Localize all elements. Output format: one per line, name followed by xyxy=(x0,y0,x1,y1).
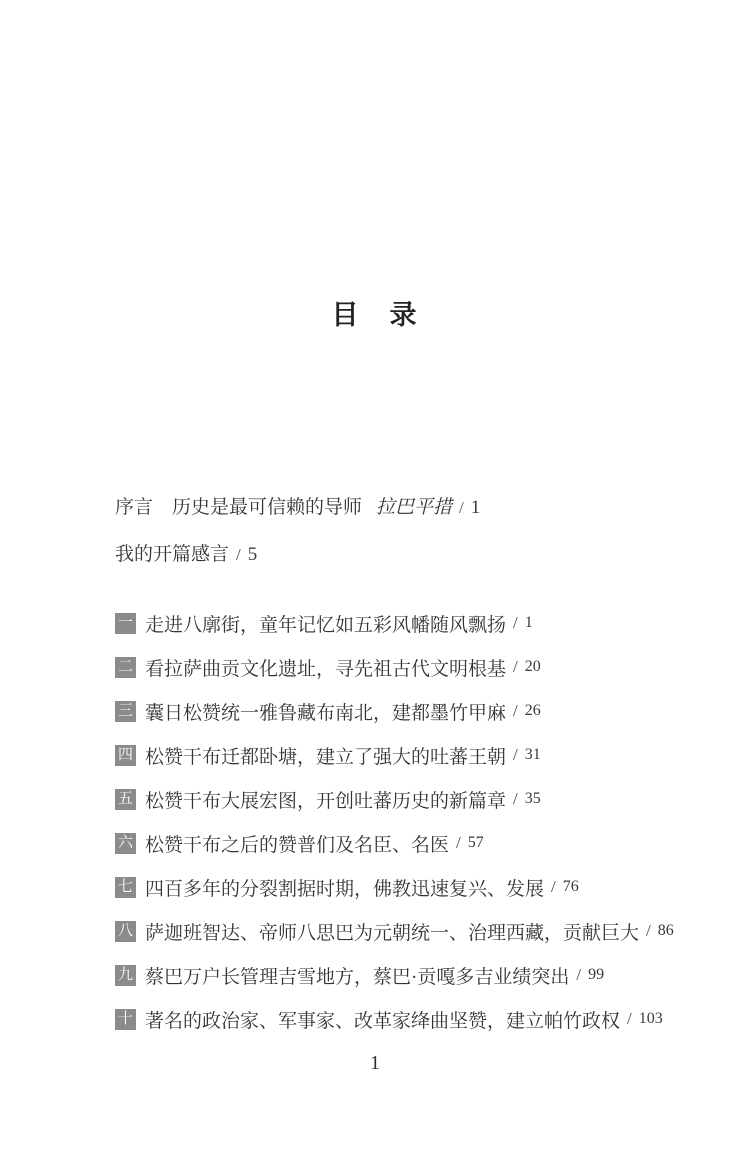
preface-entry-foreword xyxy=(115,492,480,519)
chapter-page-number: 99 xyxy=(588,966,605,983)
chapter-number-badge: 三 xyxy=(115,701,136,722)
chapter-title: 蔡巴万户长管理吉雪地方，蔡巴·贡嘎多吉业绩突出 xyxy=(145,966,570,988)
chapter-page-number: 20 xyxy=(524,658,541,675)
page-separator: / xyxy=(513,613,518,632)
chapter-number-badge: 一 xyxy=(115,613,136,634)
folio-page-number: 1 xyxy=(370,1052,380,1074)
toc-entry xyxy=(115,788,710,810)
toc-entry xyxy=(115,1008,710,1030)
preface-page-number: 1 xyxy=(470,497,481,518)
chapter-title: 松赞干布大展宏图，开创吐蕃历史的新篇章 xyxy=(145,790,507,812)
page-separator: / xyxy=(513,701,518,720)
preface-author: 拉巴平措 xyxy=(376,497,453,518)
chapter-number-badge: 十 xyxy=(115,1009,136,1030)
chapter-title: 萨迦班智达、帝师八思巴为元朝统一、治理西藏，贡献巨大 xyxy=(145,922,640,944)
chapter-page-number: 35 xyxy=(524,790,541,807)
chapter-number-badge: 五 xyxy=(115,789,136,810)
toc-entry xyxy=(115,656,710,678)
chapter-title: 松赞干布之后的赞普们及名臣、名医 xyxy=(145,834,450,856)
chapter-title: 著名的政治家、军事家、改革家绛曲坚赞，建立帕竹政权 xyxy=(145,1010,621,1032)
chapter-number-badge: 六 xyxy=(115,833,136,854)
chapter-number-badge: 八 xyxy=(115,921,136,942)
chapter-title: 四百多年的分裂割据时期，佛教迅速复兴、发展 xyxy=(145,878,545,900)
chapter-title: 走进八廓街，童年记忆如五彩风幡随风飘扬 xyxy=(145,614,507,636)
chapter-number-badge: 二 xyxy=(115,657,136,678)
chapter-title: 看拉萨曲贡文化遗址，寻先祖古代文明根基 xyxy=(145,658,507,680)
chapter-number-badge: 四 xyxy=(115,745,136,766)
toc-entry xyxy=(115,700,710,722)
toc-entry xyxy=(115,832,710,854)
page-separator: / xyxy=(459,498,464,517)
page-separator: / xyxy=(513,789,518,808)
chapter-title: 松赞干布迁都卧塘，建立了强大的吐蕃王朝 xyxy=(145,746,507,768)
preface-page-number: 5 xyxy=(247,544,258,565)
page-title: 目 录 xyxy=(331,300,419,330)
chapter-number-badge: 九 xyxy=(115,965,136,986)
page-separator: / xyxy=(456,833,461,852)
toc-entry xyxy=(115,612,710,634)
preface-text: 序言 历史是最可信赖的导师 xyxy=(115,497,363,518)
chapter-title: 囊日松赞统一雅鲁藏布南北，建都墨竹甲麻 xyxy=(145,702,507,724)
toc-entry xyxy=(115,876,710,898)
chapter-page-number: 1 xyxy=(524,614,533,631)
toc-entry xyxy=(115,964,710,986)
toc-entry xyxy=(115,744,710,766)
chapter-page-number: 26 xyxy=(524,702,541,719)
toc-entry xyxy=(115,920,710,942)
chapter-page-number: 103 xyxy=(638,1010,663,1027)
page-separator: / xyxy=(576,965,582,984)
page-separator: / xyxy=(513,657,518,676)
chapter-page-number: 76 xyxy=(562,878,579,895)
chapter-page-number: 57 xyxy=(467,834,484,851)
chapter-page-number: 31 xyxy=(524,746,541,763)
page-separator: / xyxy=(646,921,651,940)
page-separator: / xyxy=(513,745,518,764)
preface-entry-opening-remarks xyxy=(115,539,257,566)
preface-text: 我的开篇感言 xyxy=(115,544,230,565)
page-separator: / xyxy=(551,877,556,896)
chapter-number-badge: 七 xyxy=(115,877,136,898)
chapter-list xyxy=(115,612,710,1052)
page-separator: / xyxy=(236,545,241,564)
chapter-page-number: 86 xyxy=(657,922,674,939)
page-separator: / xyxy=(627,1009,632,1028)
